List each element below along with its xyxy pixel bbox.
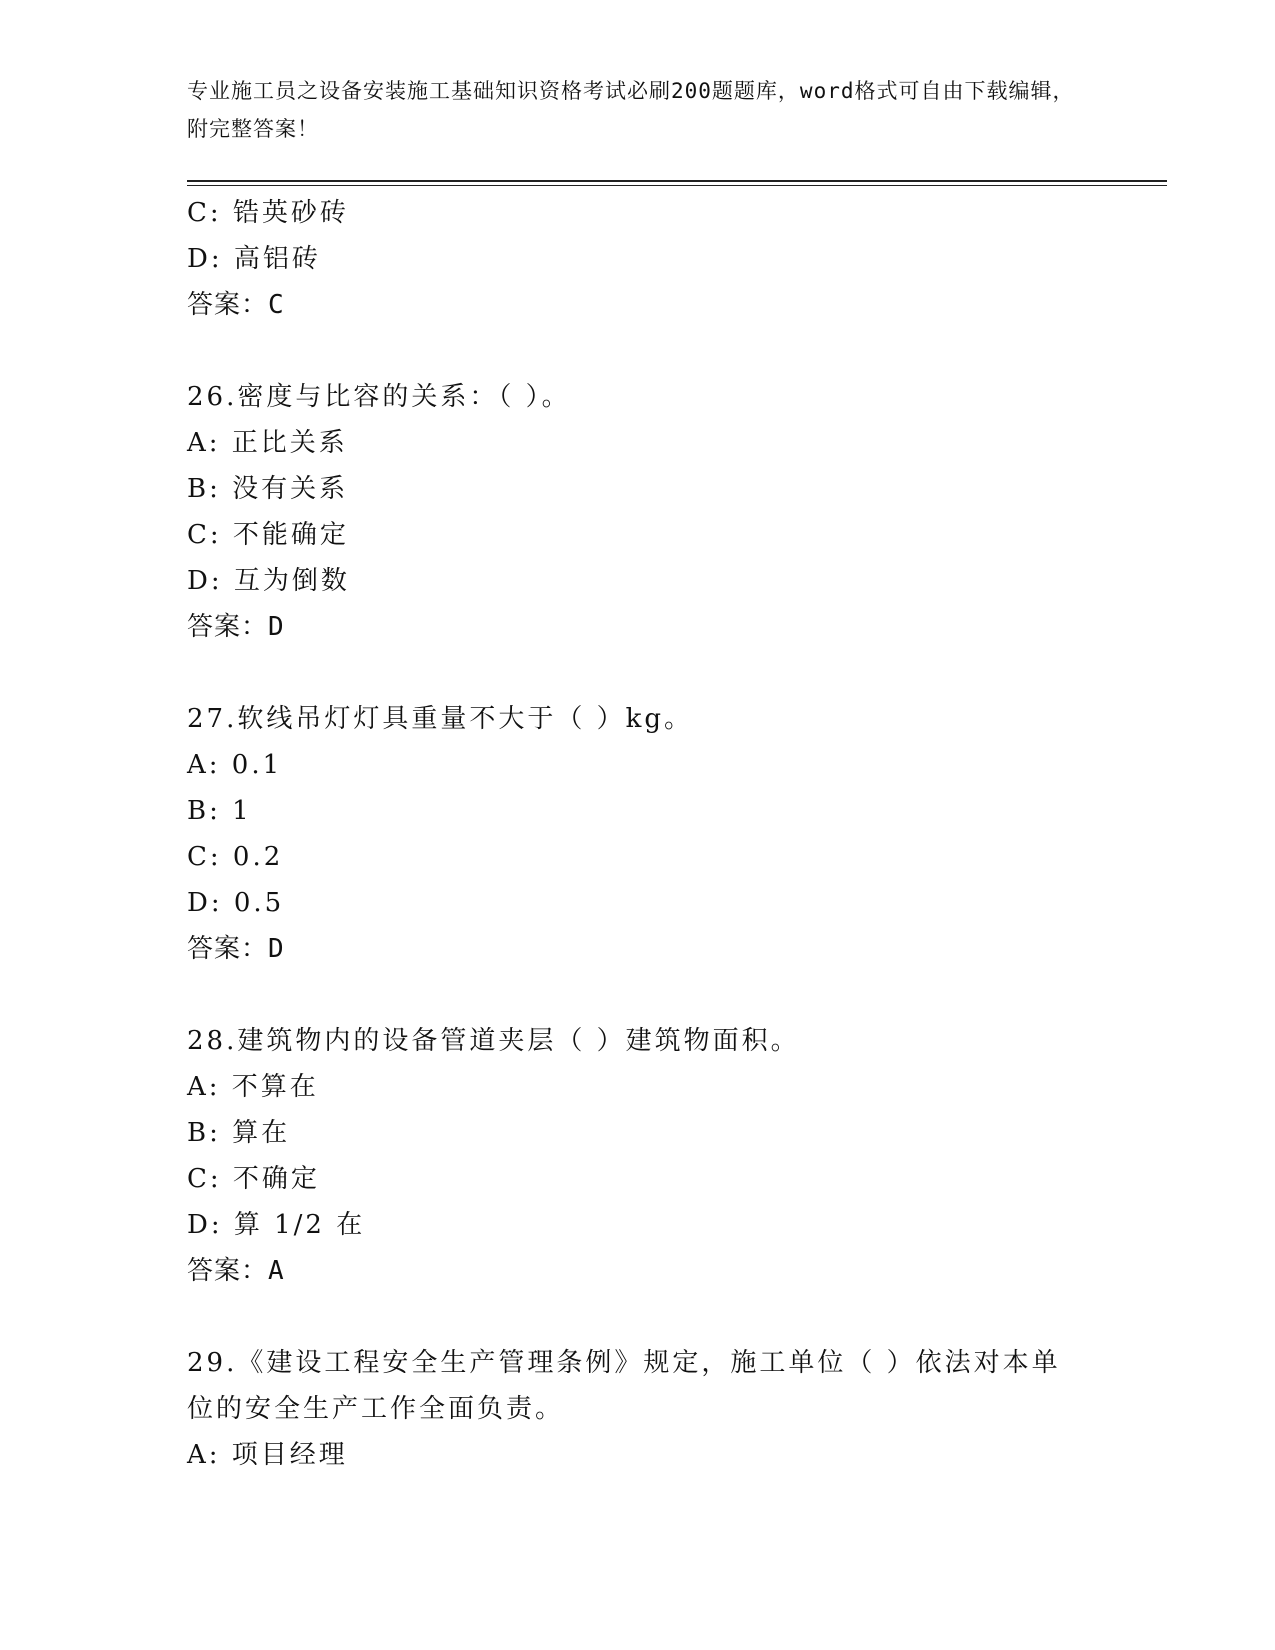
question-text-line-2: 位的安全生产工作全面负责。 (187, 1394, 565, 1424)
answer: 答案：D (187, 612, 285, 642)
option-b: B: 没有关系 (187, 474, 349, 504)
option-a: A: 项目经理 (187, 1440, 348, 1470)
question-text-line-1: 29.《建设工程安全生产管理条例》规定，施工单位（ ）依法对本单 (187, 1348, 1061, 1378)
header-divider (187, 180, 1167, 182)
option-b: B: 1 (187, 796, 252, 826)
option-d: D: 高铝砖 (187, 244, 321, 274)
question-list (187, 190, 1087, 1478)
question-block-25 (187, 190, 1087, 328)
question-text: 27.软线吊灯灯具重量不大于（ ）kg。 (187, 704, 694, 734)
question-block-28 (187, 1018, 1087, 1294)
option-a: A: 不算在 (187, 1072, 319, 1102)
option-d: D: 互为倒数 (187, 566, 350, 596)
answer: 答案：C (187, 290, 285, 320)
question-block-26 (187, 374, 1087, 650)
question-text: 28.建筑物内的设备管道夹层（ ）建筑物面积。 (187, 1026, 800, 1056)
header-divider-thin (187, 185, 1167, 186)
option-b: B: 算在 (187, 1118, 291, 1148)
option-c: C: 锆英砂砖 (187, 198, 349, 228)
question-text: 26.密度与比容的关系：（ ）。 (187, 382, 571, 412)
option-d: D: 0.5 (187, 888, 285, 918)
question-block-29 (187, 1340, 1087, 1478)
option-a: A: 0.1 (187, 750, 283, 780)
option-c: C: 不能确定 (187, 520, 349, 550)
option-c: C: 不确定 (187, 1164, 320, 1194)
option-d: D: 算 1/2 在 (187, 1210, 366, 1240)
option-a: A: 正比关系 (187, 428, 348, 458)
option-c: C: 0.2 (187, 842, 284, 872)
answer: 答案：D (187, 934, 285, 964)
question-block-27 (187, 696, 1087, 972)
document-title: 专业施工员之设备安装施工基础知识资格考试必刷200题题库，word格式可自由下载编辑，附完整答案！ (187, 79, 1075, 141)
answer: 答案：A (187, 1256, 285, 1286)
